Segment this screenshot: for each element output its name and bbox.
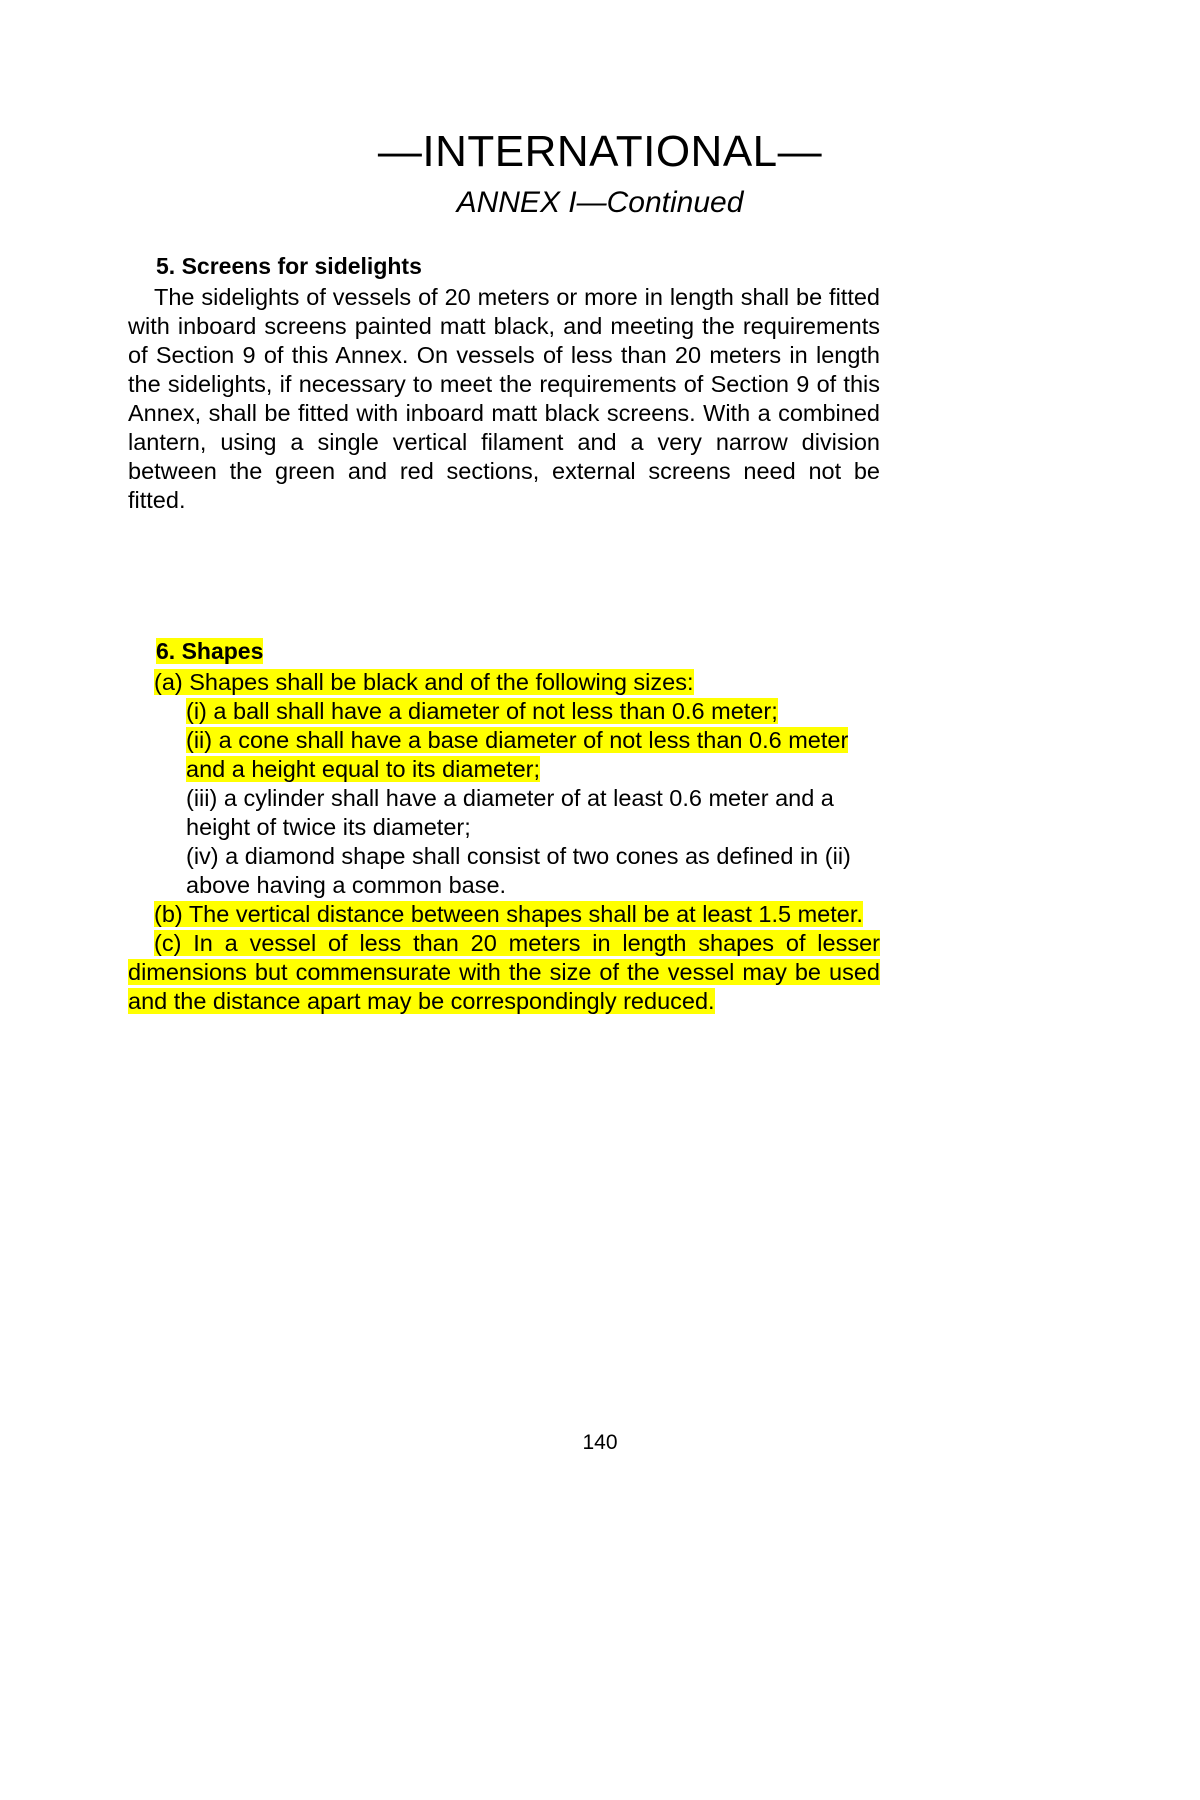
section-6-item-b-text: (b) The vertical distance between shapes shall be at least 1.5 meter. [154,901,863,928]
section-6-heading-text: 6. Shapes [156,638,264,665]
section-6-item-i-text: (i) a ball shall have a diameter of not less than 0.6 meter; [186,698,778,725]
section-6-item-iii-text: (iii) a cylinder shall have a diameter of at least 0.6 meter and a height of twice its diameter; [186,785,834,841]
section-5-body: The sidelights of vessels of 20 meters or more in length shall be fitted with inboard screens painted matt black, and meeting the requirements of Section 9 of this Annex. On vessels of less than 20 meters in length the sidelights, if necessary to meet the requirements of Section 9 of this Annex, shall be fitted with inboard matt black screens. With a combined lantern, using a single vertical filament and a very narrow division between the green and red sections, external screens need not be fitted. [128,283,880,514]
section-6-heading [128,637,880,666]
section-6-item-b [128,900,880,929]
section-6-item-c [128,929,880,1016]
section-6-item-i [128,697,880,726]
section-6-item-ii [128,726,880,784]
page-subtitle: ANNEX I—Continued [456,186,744,219]
body-column [128,252,880,1016]
section-6-item-ii-text: (ii) a cone shall have a base diameter of not less than 0.6 meter and a height equal to its diameter; [186,727,849,783]
section-6-item-c-text: (c) In a vessel of less than 20 meters in length shapes of lesser dimensions but commensurate with the size of the vessel may be used and the distance apart may be correspondingly reduced. [128,930,880,1015]
section-6 [128,637,880,1016]
section-6-item-iv-text: (iv) a diamond shape shall consist of two cones as defined in (ii) above having a common base. [186,843,851,899]
page-title: —INTERNATIONAL— [377,127,823,176]
section-6-item-a-text: (a) Shapes shall be black and of the following sizes: [154,669,694,696]
section-6-item-a [128,668,880,697]
section-5-heading: 5. Screens for sidelights [156,253,422,279]
section-spacer [128,515,880,637]
section-6-item-iv [128,842,880,900]
section-6-item-iii [128,784,880,842]
section-5 [128,252,880,515]
page-number: 140 [582,1431,618,1454]
